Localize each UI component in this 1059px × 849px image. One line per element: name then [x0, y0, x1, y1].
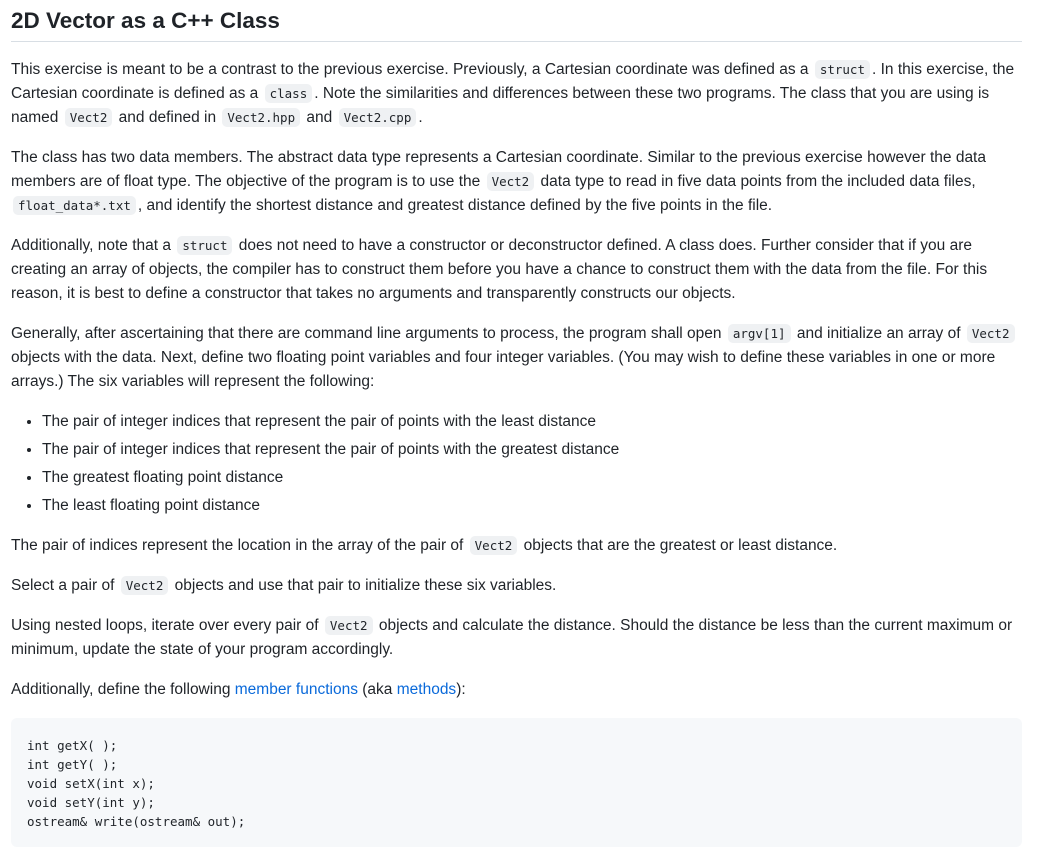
- inline-code-vect2: Vect2: [65, 108, 113, 127]
- constructor-paragraph: Additionally, note that a struct does not need to have a constructor or deconstructor defined. A class does. Further consider that if you are creating an array of objects, the compiler has to construct them before you have a chance to construct them with the data from the file. For this reason, it is best to define a constructor that takes no arguments and transparently constructs our objects.: [11, 237, 988, 302]
- member-functions-link[interactable]: member functions: [234, 681, 358, 698]
- inline-code-vect2: Vect2: [487, 172, 535, 191]
- member-functions-paragraph: Additionally, define the following member functions (aka methods):: [11, 681, 466, 698]
- variables-list: [11, 410, 1022, 518]
- inline-code-vect2: Vect2: [967, 324, 1015, 343]
- list-item: • The pair of integer indices that represent the pair of points with the greatest distance: [42, 438, 1022, 462]
- indices-paragraph: The pair of indices represent the location in the array of the pair of Vect2 objects that are the greatest or least distance.: [11, 537, 838, 554]
- inline-code-struct: struct: [815, 60, 870, 79]
- code-line: int getX( );: [27, 738, 118, 753]
- inline-code-vect2-hpp: Vect2.hpp: [222, 108, 300, 127]
- data-members-paragraph: The class has two data members. The abstract data type represents a Cartesian coordinate. Similar to the previous exercise however the data members are of float type. The objective of the program is to use the Vect2 data type to read in five data points from the included data files, float_data*.txt , and identify the shortest distance and greatest distance defined by the five points in the file.: [11, 149, 986, 214]
- list-item: • The least floating point distance: [42, 494, 1022, 518]
- inline-code-struct: struct: [177, 236, 232, 255]
- code-line: void setY(int y);: [27, 795, 155, 810]
- list-item: • The greatest floating point distance: [42, 466, 1022, 490]
- code-line: int getY( );: [27, 757, 118, 772]
- code-line: ostream& write(ostream& out);: [27, 814, 246, 829]
- inline-code-vect2: Vect2: [470, 536, 518, 555]
- methods-link[interactable]: methods: [396, 681, 457, 698]
- inline-code-vect2: Vect2: [121, 576, 169, 595]
- inline-code-vect2-cpp: Vect2.cpp: [339, 108, 417, 127]
- inline-code-float-data: float_data*.txt: [13, 196, 136, 215]
- inline-code-argv: argv[1]: [728, 324, 791, 343]
- code-line: void setX(int x);: [27, 776, 155, 791]
- code-block: [11, 718, 1022, 847]
- select-pair-paragraph: Select a pair of Vect2 objects and use that pair to initialize these six variables.: [11, 577, 557, 594]
- inline-code-class: class: [265, 84, 313, 103]
- program-paragraph: Generally, after ascertaining that there are command line arguments to process, the program shall open argv[1] and initialize an array of Vect2 objects with the data. Next, define two floating point variables and four integer variables. (You may wish to define these variables in one or more arrays.) The six variables will represent the following:: [11, 322, 1022, 394]
- intro-paragraph: This exercise is meant to be a contrast to the previous exercise. Previously, a Cartesian coordinate was defined as a struct . In this exercise, the Cartesian coordinate is defined as a class . Note the similarities and differences between these two programs. The class that you are using is named Vect2 and defined in Vect2.hpp and Vect2.cpp .: [11, 61, 1015, 126]
- nested-loops-paragraph: Using nested loops, iterate over every pair of Vect2 objects and calculate the distance. Should the distance be less than the current maximum or minimum, update the state of your program accordingly.: [11, 617, 1013, 658]
- list-item: • The pair of integer indices that represent the pair of points with the least distance: [42, 410, 1022, 434]
- section-heading: 2D Vector as a C++ Class: [11, 0, 1022, 42]
- inline-code-vect2: Vect2: [325, 616, 373, 635]
